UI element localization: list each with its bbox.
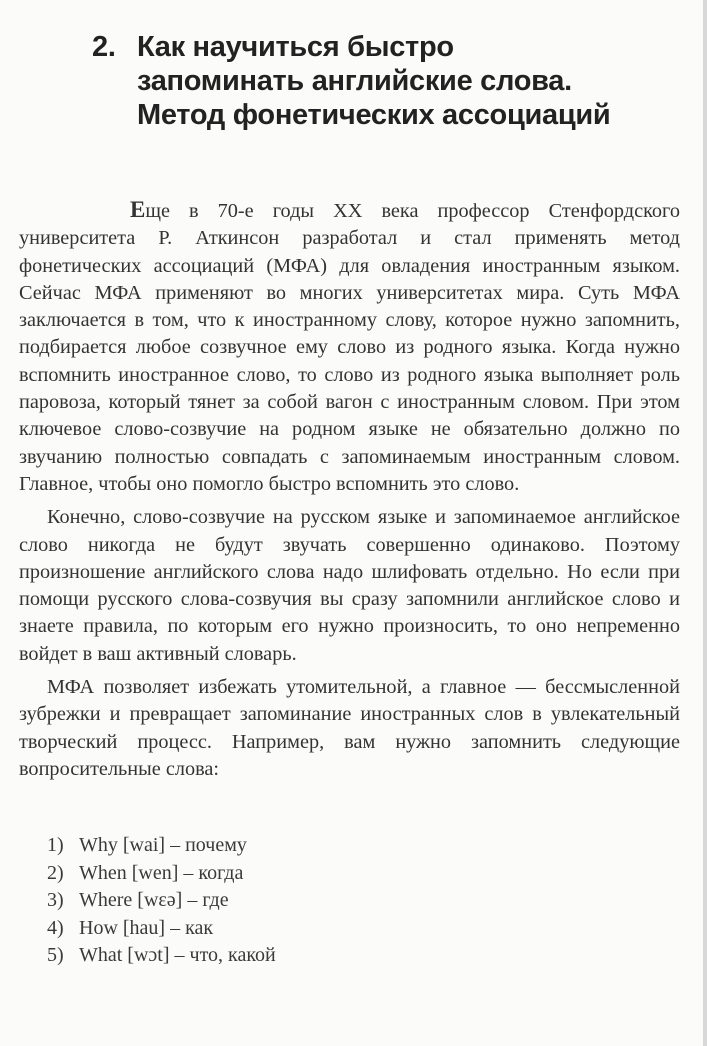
chapter-number: 2. bbox=[92, 31, 116, 63]
list-item bbox=[47, 915, 276, 943]
word-list bbox=[47, 832, 276, 970]
list-item-text: How [hau] – как bbox=[79, 916, 214, 939]
list-item-text: Why [wai] – почему bbox=[79, 834, 247, 856]
chapter-title-line: Метод фонетических ассоциаций bbox=[137, 99, 611, 131]
paragraph-intro-text: ще в 70-е годы XX века профессор Стенфордского университета Р. Аткинсон разработал и стал применять метод фонетических ассоциаций (МФА) для овладения иностранным языком. Сейчас МФА применяют во многих университетах мира. Суть МФА заключается в том, что к иностранному слову, которое нужно запомнить, подбирается любое созвучное ему слово из родного языка. Когда нужно вспомнить иностранное слово, то слово из родного языка выполняет роль паровоза, который тянет за собой вагон с иностранным словом. При этом ключевое слово-созвучие на родном языке не обязательно должно по звучанию полностью совпадать с запоминаемым иностранным словом. Главное, чтобы оно помогло быстро вспомнить это слово. bbox=[19, 200, 680, 495]
list-marker: 4) bbox=[47, 916, 64, 939]
paragraph-example-intro: МФА позволяет избежать утомительной, а главное — бессмысленной зубрежки и превращает запоминание иностранных слов в увлекательный творческий процесс. Например, вам нужно запомнить следующие вопросительные слова: bbox=[19, 676, 680, 780]
page-edge bbox=[703, 0, 707, 1046]
list-item bbox=[47, 942, 276, 970]
list-item bbox=[47, 860, 276, 888]
list-marker: 1) bbox=[47, 834, 64, 856]
list-marker: 2) bbox=[47, 861, 64, 884]
paragraph-intro bbox=[19, 196, 680, 498]
list-item bbox=[47, 887, 276, 915]
list-item-text: Where [wεə] – где bbox=[79, 889, 229, 911]
chapter-title-line: Как научиться быстро bbox=[137, 31, 454, 63]
chapter-title-line: запоминать английские слова. bbox=[137, 65, 572, 97]
list-marker: 5) bbox=[47, 944, 64, 966]
list-item-text: What [wɔt] – что, какой bbox=[79, 944, 276, 966]
paragraph-pronunciation: Конечно, слово-созвучие на русском языке и запоминаемое английское слово никогда не будут звучать совершенно одинаково. Поэтому произношение английского слова надо шлифовать отдельно. Но если при помощи русского слова-созвучия вы сразу запомнили английское слово и знаете правила, по которым его нужно произносить, то оно непременно войдет в ваш активный словарь. bbox=[19, 506, 680, 665]
list-marker: 3) bbox=[47, 889, 64, 911]
body-text bbox=[19, 196, 680, 789]
list-item bbox=[47, 832, 276, 860]
list-item-text: When [wen] – когда bbox=[79, 861, 244, 884]
chapter-heading bbox=[92, 30, 662, 132]
initial-letter: Е bbox=[130, 197, 146, 222]
